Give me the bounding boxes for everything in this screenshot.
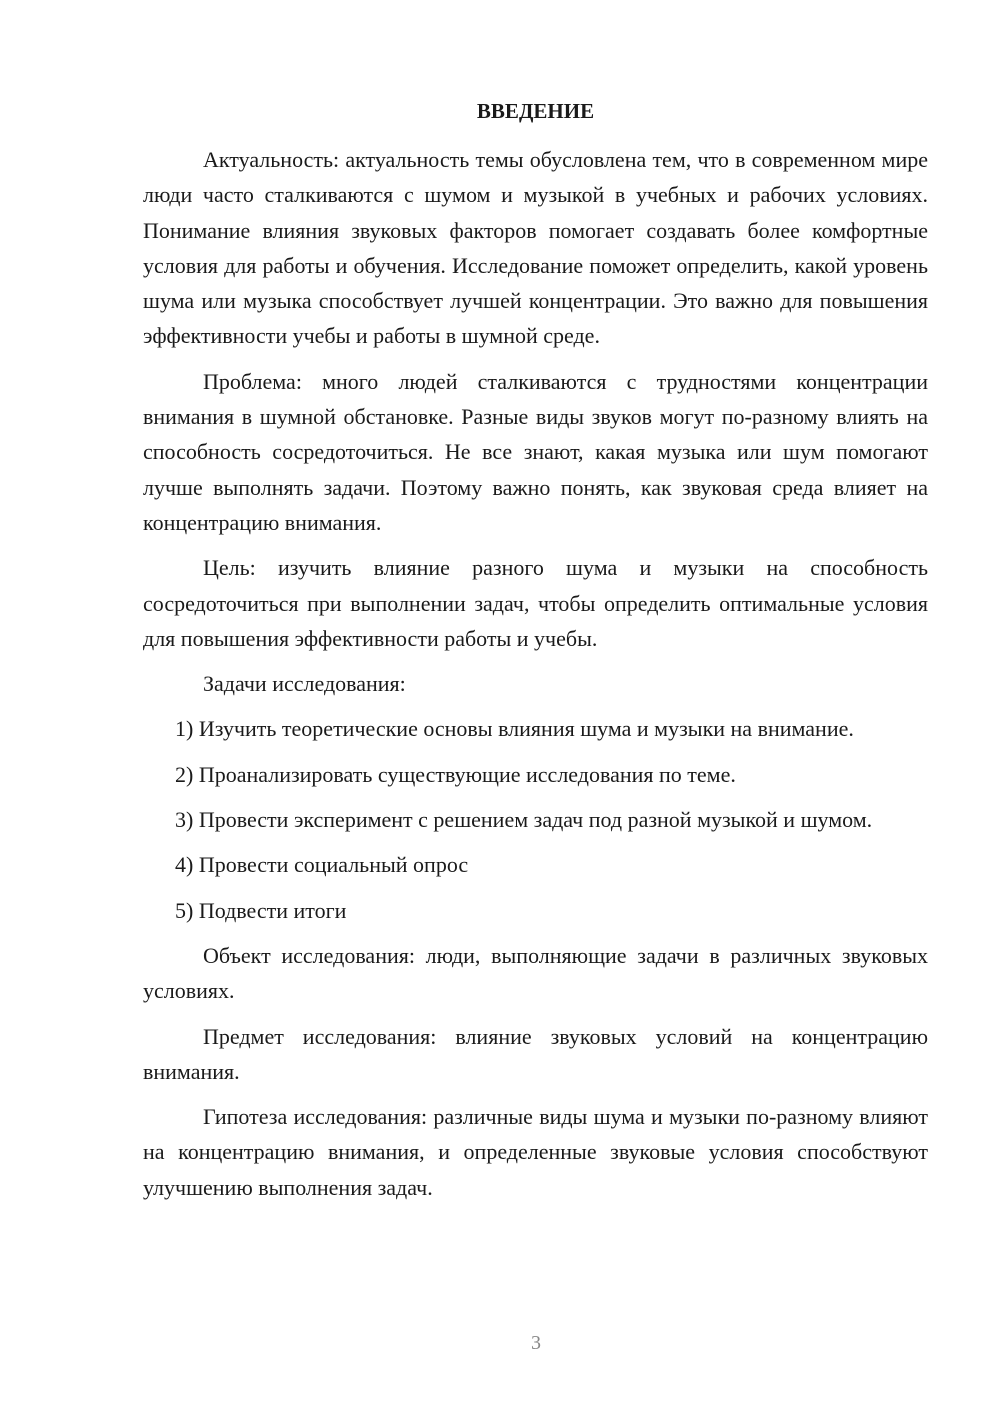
subject-paragraph: Предмет исследования: влияние звуковых условий на концентрацию внимания.: [143, 1023, 928, 1084]
task-item: 1) Изучить теоретические основы влияния шума и музыки на внимание.: [175, 716, 854, 742]
relevance-paragraph: Актуальность: актуальность темы обусловлена тем, что в современном мире люди часто сталкиваются с шумом и музыкой в учебных и рабочих условиях. Понимание влияния звуковых факторов помогает создавать более комфортные условия для работы и обучения. Исследование поможет определить, какой уровень шума или музыка способствует лучшей концентрации. Это важно для повышения эффективности учебы и работы в шумной среде.: [143, 147, 928, 349]
task-item: 5) Подвести итоги: [175, 897, 347, 923]
tasks-heading: Задачи исследования:: [203, 671, 406, 697]
task-item: 4) Провести социальный опрос: [175, 852, 469, 878]
object-paragraph: Объект исследования: люди, выполняющие задачи в различных звуковых условиях.: [143, 942, 928, 1004]
section-title: ВВЕДЕНИЕ: [476, 99, 595, 123]
page-number: 3: [531, 1332, 541, 1354]
task-item: 3) Провести эксперимент с решением задач под разной музыкой и шумом.: [175, 807, 873, 833]
hypothesis-paragraph: Гипотеза исследования: различные виды шума и музыки по-разному влияют на концентрацию внимания, и определенные звуковые условия способствуют улучшению выполнения задач.: [143, 1104, 928, 1200]
goal-paragraph: Цель: изучить влияние разного шума и музыки на способность сосредоточиться при выполнении задач, чтобы определить оптимальные условия для повышения эффективности работы и учебы.: [143, 555, 928, 651]
task-item: 2) Проанализировать существующие исследования по теме.: [175, 761, 736, 787]
problem-paragraph: Проблема: много людей сталкиваются с трудностями концентрации внимания в шумной обстановке. Разные виды звуков могут по-разному влиять на способность сосредоточиться. Не все знают, какая музыка или шум помогают лучше выполнять задачи. Поэтому важно понять, как звуковая среда влияет на концентрацию внимания.: [143, 368, 928, 535]
document-page: [143, 94, 928, 1215]
